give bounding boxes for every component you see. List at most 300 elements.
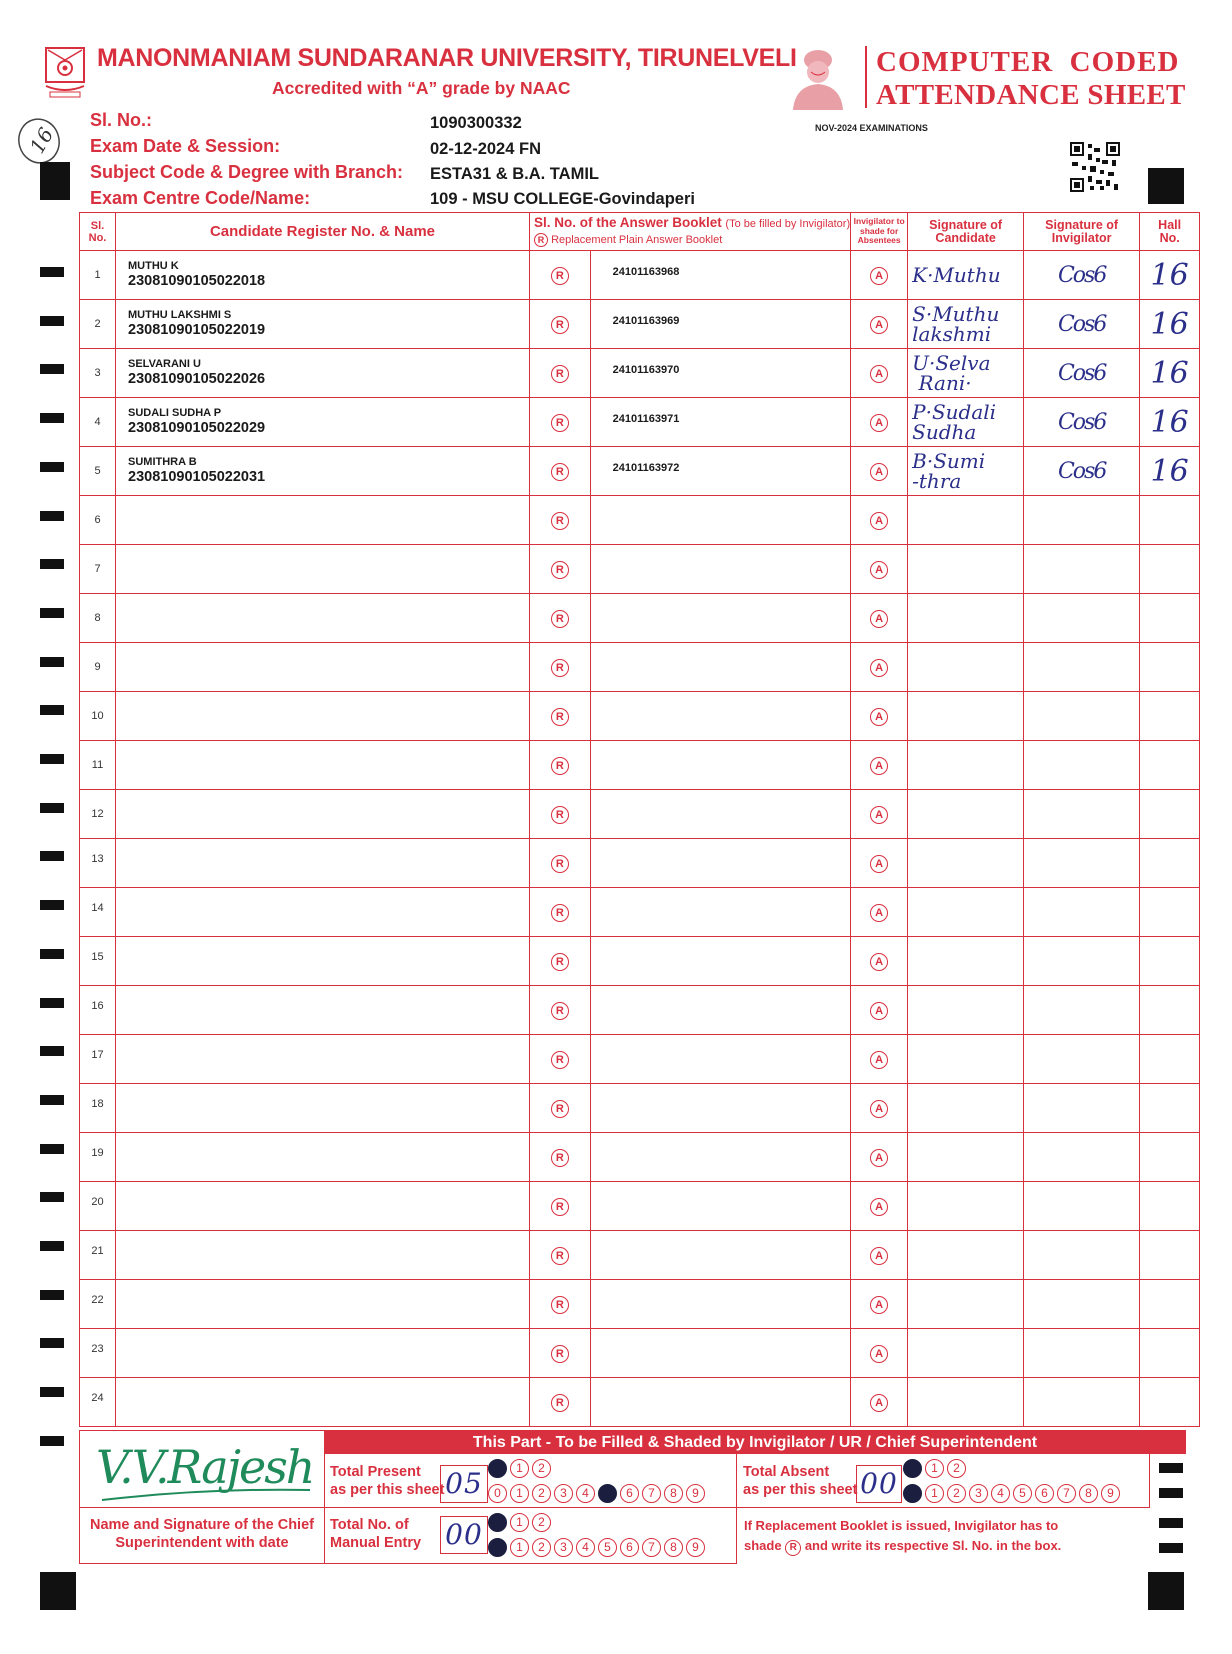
timing-mark bbox=[40, 754, 64, 764]
candidate-cell bbox=[116, 741, 530, 790]
timing-mark bbox=[40, 1387, 64, 1397]
candidate-signature[interactable] bbox=[908, 1378, 1024, 1427]
absent-units-digit-bubble[interactable]: 3 bbox=[969, 1484, 988, 1503]
manual-units-digit-bubble[interactable]: 1 bbox=[510, 1538, 529, 1557]
absent-bubble[interactable]: A bbox=[870, 855, 888, 873]
footer-banner: This Part - To be Filled & Shaded by Invigilator / UR / Chief Superintendent bbox=[324, 1431, 1186, 1454]
timing-mark bbox=[40, 267, 64, 277]
invigilator-signature[interactable] bbox=[1024, 1084, 1140, 1133]
replacement-bubble[interactable]: R bbox=[551, 561, 569, 579]
absent-tens-digit-bubble[interactable]: 2 bbox=[947, 1459, 966, 1478]
hall-no-header: Hall No. bbox=[1140, 213, 1200, 251]
absent-cell bbox=[851, 496, 908, 545]
present-units-digit-bubble[interactable]: 4 bbox=[576, 1484, 595, 1503]
table-row bbox=[80, 447, 1200, 496]
absent-bubble[interactable]: A bbox=[870, 904, 888, 922]
manual-tens-digit-bubble[interactable]: 0 bbox=[488, 1513, 507, 1532]
invigilator-signature[interactable] bbox=[1024, 986, 1140, 1035]
candidate-signature[interactable] bbox=[908, 643, 1024, 692]
replacement-bubble[interactable]: R bbox=[551, 904, 569, 922]
invigilator-signature[interactable]: Cos6 bbox=[1024, 300, 1140, 349]
absent-bubble[interactable]: A bbox=[870, 1100, 888, 1118]
candidate-signature[interactable]: U·Selva Rani· bbox=[908, 349, 1024, 398]
invigilator-signature[interactable]: Cos6 bbox=[1024, 251, 1140, 300]
booklet-cell bbox=[590, 1035, 850, 1084]
present-units-digit-bubble[interactable]: 1 bbox=[510, 1484, 529, 1503]
candidate-cell bbox=[116, 1133, 530, 1182]
replacement-cell bbox=[530, 888, 591, 937]
absent-bubble[interactable]: A bbox=[870, 1394, 888, 1412]
register-number: 23081090105022026 bbox=[128, 371, 266, 387]
hall-number[interactable] bbox=[1140, 839, 1200, 888]
absent-bubble[interactable]: A bbox=[870, 1149, 888, 1167]
absent-bubble[interactable]: A bbox=[870, 316, 888, 334]
candidate-cell bbox=[116, 790, 530, 839]
invigilator-signature[interactable] bbox=[1024, 1035, 1140, 1084]
total-absent-value[interactable]: 00 bbox=[856, 1465, 902, 1503]
manual-tens-digit-bubble[interactable]: 2 bbox=[532, 1513, 551, 1532]
invigilator-signature[interactable] bbox=[1024, 1329, 1140, 1378]
candidate-signature[interactable] bbox=[908, 986, 1024, 1035]
booklet-cell bbox=[590, 398, 850, 447]
timing-mark bbox=[40, 998, 64, 1008]
hall-number[interactable] bbox=[1140, 692, 1200, 741]
invigilator-signature[interactable]: Cos6 bbox=[1024, 398, 1140, 447]
replacement-cell bbox=[530, 594, 591, 643]
replacement-bubble[interactable]: R bbox=[551, 1394, 569, 1412]
hall-number[interactable]: 16 bbox=[1140, 398, 1200, 447]
candidate-cell bbox=[116, 937, 530, 986]
cs-label: Name and Signature of the Chief Superintendent with date bbox=[90, 1517, 314, 1551]
hall-number[interactable] bbox=[1140, 594, 1200, 643]
candidate-signature[interactable] bbox=[908, 1035, 1024, 1084]
table-row bbox=[80, 1182, 1200, 1231]
timing-mark bbox=[40, 1192, 64, 1202]
total-present-value[interactable]: 05 bbox=[440, 1465, 488, 1503]
candidate-signature[interactable]: P·Sudali Sudha bbox=[908, 398, 1024, 447]
absent-units-digit-bubble[interactable]: 4 bbox=[991, 1484, 1010, 1503]
table-row bbox=[80, 1378, 1200, 1427]
candidate-cell bbox=[116, 839, 530, 888]
absent-bubble[interactable]: A bbox=[870, 708, 888, 726]
absent-bubble[interactable]: A bbox=[870, 1051, 888, 1069]
absent-units-digit-bubble[interactable]: 6 bbox=[1035, 1484, 1054, 1503]
absent-bubble[interactable]: A bbox=[870, 806, 888, 824]
register-number: 23081090105022018 bbox=[128, 273, 266, 289]
qr-code-icon bbox=[1070, 142, 1120, 192]
booklet-cell bbox=[590, 643, 850, 692]
invigilator-signature[interactable] bbox=[1024, 839, 1140, 888]
table-row bbox=[80, 986, 1200, 1035]
replacement-cell bbox=[530, 790, 591, 839]
sl-no-header: Sl. No. bbox=[80, 213, 116, 251]
replacement-bubble[interactable]: R bbox=[551, 1247, 569, 1265]
hall-number[interactable] bbox=[1140, 741, 1200, 790]
table-row bbox=[80, 251, 1200, 300]
hall-number[interactable] bbox=[1140, 937, 1200, 986]
register-number: 23081090105022019 bbox=[128, 322, 266, 338]
replacement-bubble[interactable]: R bbox=[551, 267, 569, 285]
founder-portrait-icon bbox=[785, 44, 851, 110]
candidate-cell bbox=[116, 1378, 530, 1427]
replacement-bubble[interactable]: R bbox=[551, 365, 569, 383]
absent-bubble[interactable]: A bbox=[870, 1002, 888, 1020]
hall-number[interactable] bbox=[1140, 1329, 1200, 1378]
booklet-cell bbox=[590, 1231, 850, 1280]
absentees-header: Invigilator to shade for Absentees bbox=[851, 213, 908, 251]
table-row bbox=[80, 790, 1200, 839]
row-sl-no: 16 bbox=[80, 986, 116, 1035]
booklet-header: Sl. No. of the Answer Booklet (To be filled by Invigilator) R Replacement Plain Answer Booklet bbox=[530, 213, 851, 251]
row-sl-no: 4 bbox=[80, 398, 116, 447]
invigilator-signature[interactable] bbox=[1024, 1280, 1140, 1329]
row-sl-no: 13 bbox=[80, 839, 116, 888]
absent-tens-digit-bubble[interactable]: 0 bbox=[903, 1459, 922, 1478]
candidate-signature[interactable] bbox=[908, 1280, 1024, 1329]
table-row bbox=[80, 888, 1200, 937]
candidate-signature[interactable]: B·Sumi -thra bbox=[908, 447, 1024, 496]
absent-bubble[interactable]: A bbox=[870, 512, 888, 530]
manual-units-digit-bubble[interactable]: 6 bbox=[620, 1538, 639, 1557]
absent-bubble[interactable]: A bbox=[870, 1198, 888, 1216]
table-row bbox=[80, 300, 1200, 349]
manual-units-digit-bubble[interactable]: 4 bbox=[576, 1538, 595, 1557]
row-sl-no: 14 bbox=[80, 888, 116, 937]
row-sl-no: 11 bbox=[80, 741, 116, 790]
candidate-signature[interactable] bbox=[908, 888, 1024, 937]
timing-mark bbox=[40, 900, 64, 910]
replacement-bubble[interactable]: R bbox=[551, 1296, 569, 1314]
table-row bbox=[80, 1231, 1200, 1280]
booklet-cell bbox=[590, 447, 850, 496]
candidate-cell bbox=[116, 1084, 530, 1133]
present-units-digit-bubble[interactable]: 3 bbox=[554, 1484, 573, 1503]
replacement-cell bbox=[530, 692, 591, 741]
absent-cell bbox=[851, 1035, 908, 1084]
university-emblem-icon bbox=[44, 46, 86, 100]
present-tens-digit-bubble[interactable]: 1 bbox=[510, 1459, 529, 1478]
booklet-cell bbox=[590, 790, 850, 839]
candidate-signature[interactable] bbox=[908, 839, 1024, 888]
absent-bubble[interactable]: A bbox=[870, 414, 888, 432]
replacement-bubble[interactable]: R bbox=[551, 757, 569, 775]
invigilator-signature[interactable] bbox=[1024, 643, 1140, 692]
manual-units-digit-bubble[interactable]: 0 bbox=[488, 1538, 507, 1557]
candidate-cell bbox=[116, 986, 530, 1035]
absent-bubble[interactable]: A bbox=[870, 561, 888, 579]
table-row bbox=[80, 692, 1200, 741]
timing-mark bbox=[40, 559, 64, 569]
booklet-cell bbox=[590, 1084, 850, 1133]
hall-number[interactable] bbox=[1140, 643, 1200, 692]
total-absent-label: Total Absent as per this sheet bbox=[743, 1464, 858, 1498]
present-units-digit-bubble[interactable]: 7 bbox=[642, 1484, 661, 1503]
invigilator-signature[interactable] bbox=[1024, 496, 1140, 545]
present-units-digit-bubble[interactable]: 6 bbox=[620, 1484, 639, 1503]
replacement-bubble[interactable]: R bbox=[551, 659, 569, 677]
replacement-cell bbox=[530, 643, 591, 692]
replacement-bubble[interactable]: R bbox=[551, 1002, 569, 1020]
replacement-bubble[interactable]: R bbox=[551, 1198, 569, 1216]
invigilator-signature[interactable] bbox=[1024, 545, 1140, 594]
present-tens-digit-bubble[interactable]: 0 bbox=[488, 1459, 507, 1478]
timing-mark bbox=[40, 413, 64, 423]
invigilator-signature[interactable] bbox=[1024, 790, 1140, 839]
absent-bubble[interactable]: A bbox=[870, 757, 888, 775]
candidate-signature[interactable] bbox=[908, 1084, 1024, 1133]
hall-number[interactable] bbox=[1140, 1378, 1200, 1427]
hall-number[interactable] bbox=[1140, 1231, 1200, 1280]
candidate-cell bbox=[116, 300, 530, 349]
booklet-number: 24101163972 bbox=[612, 462, 680, 474]
absent-bubble[interactable]: A bbox=[870, 365, 888, 383]
sl-no-label: Sl. No.: bbox=[90, 110, 152, 130]
row-sl-no: 3 bbox=[80, 349, 116, 398]
booklet-cell bbox=[590, 545, 850, 594]
candidate-name: SUMITHRA B bbox=[128, 456, 197, 468]
replacement-bubble[interactable]: R bbox=[551, 610, 569, 628]
table-row bbox=[80, 937, 1200, 986]
booklet-cell bbox=[590, 251, 850, 300]
hall-number[interactable]: 16 bbox=[1140, 300, 1200, 349]
replacement-bubble[interactable]: R bbox=[551, 708, 569, 726]
present-units-bubbles bbox=[488, 1484, 705, 1503]
invigilator-signature[interactable] bbox=[1024, 888, 1140, 937]
manual-units-digit-bubble[interactable]: 5 bbox=[598, 1538, 617, 1557]
replacement-cell bbox=[530, 839, 591, 888]
present-units-digit-bubble[interactable]: 8 bbox=[664, 1484, 683, 1503]
replacement-bubble[interactable]: R bbox=[551, 512, 569, 530]
replacement-bubble[interactable]: R bbox=[551, 953, 569, 971]
absent-cell bbox=[851, 1378, 908, 1427]
hall-number[interactable] bbox=[1140, 1133, 1200, 1182]
absent-units-digit-bubble[interactable]: 5 bbox=[1013, 1484, 1032, 1503]
hall-number[interactable]: 16 bbox=[1140, 251, 1200, 300]
table-row bbox=[80, 398, 1200, 447]
timing-mark bbox=[40, 1436, 64, 1446]
manual-tens-bubbles bbox=[488, 1513, 551, 1532]
row-sl-no: 19 bbox=[80, 1133, 116, 1182]
timing-mark bbox=[40, 1241, 64, 1251]
booklet-number: 24101163971 bbox=[612, 413, 680, 425]
replacement-cell bbox=[530, 741, 591, 790]
hall-number[interactable] bbox=[1140, 986, 1200, 1035]
replacement-cell bbox=[530, 1133, 591, 1182]
candidate-cell bbox=[116, 496, 530, 545]
absent-units-digit-bubble[interactable]: 8 bbox=[1079, 1484, 1098, 1503]
replacement-cell bbox=[530, 349, 591, 398]
timing-mark bbox=[40, 657, 64, 667]
replacement-bubble[interactable]: R bbox=[551, 806, 569, 824]
present-units-digit-bubble[interactable]: 2 bbox=[532, 1484, 551, 1503]
row-sl-no: 21 bbox=[80, 1231, 116, 1280]
replacement-bubble[interactable]: R bbox=[551, 855, 569, 873]
candidate-signature[interactable] bbox=[908, 1182, 1024, 1231]
hall-number[interactable] bbox=[1140, 1035, 1200, 1084]
candidate-signature[interactable] bbox=[908, 937, 1024, 986]
invigilator-signature-header: Signature of Invigilator bbox=[1024, 213, 1140, 251]
absent-tens-digit-bubble[interactable]: 1 bbox=[925, 1459, 944, 1478]
manual-units-digit-bubble[interactable]: 2 bbox=[532, 1538, 551, 1557]
present-units-digit-bubble[interactable]: 9 bbox=[686, 1484, 705, 1503]
candidate-cell bbox=[116, 643, 530, 692]
table-row bbox=[80, 643, 1200, 692]
manual-units-digit-bubble[interactable]: 8 bbox=[664, 1538, 683, 1557]
booklet-number: 24101163968 bbox=[612, 266, 680, 278]
replacement-cell bbox=[530, 986, 591, 1035]
replacement-note: If Replacement Booklet is issued, Invigilator has to shade R and write its respective Sl. No. in the box. bbox=[744, 1516, 1061, 1556]
table-row bbox=[80, 1280, 1200, 1329]
table-header-row bbox=[80, 213, 1200, 251]
candidate-signature[interactable] bbox=[908, 1231, 1024, 1280]
booklet-number: 24101163970 bbox=[612, 364, 680, 376]
candidate-name: MUTHU LAKSHMI S bbox=[128, 309, 232, 321]
absent-cell bbox=[851, 398, 908, 447]
booklet-cell bbox=[590, 594, 850, 643]
hall-number[interactable] bbox=[1140, 1280, 1200, 1329]
present-tens-digit-bubble[interactable]: 2 bbox=[532, 1459, 551, 1478]
absent-bubble[interactable]: A bbox=[870, 463, 888, 481]
candidate-signature[interactable] bbox=[908, 594, 1024, 643]
manual-units-digit-bubble[interactable]: 3 bbox=[554, 1538, 573, 1557]
manual-tens-digit-bubble[interactable]: 1 bbox=[510, 1513, 529, 1532]
candidate-cell bbox=[116, 447, 530, 496]
absent-bubble[interactable]: A bbox=[870, 1345, 888, 1363]
invigilator-signature[interactable]: Cos6 bbox=[1024, 447, 1140, 496]
absent-tens-bubbles bbox=[903, 1459, 966, 1478]
replacement-bubble[interactable]: R bbox=[551, 414, 569, 432]
manual-units-digit-bubble[interactable]: 7 bbox=[642, 1538, 661, 1557]
absent-units-digit-bubble[interactable]: 9 bbox=[1101, 1484, 1120, 1503]
absent-units-digit-bubble[interactable]: 2 bbox=[947, 1484, 966, 1503]
invigilator-signature[interactable] bbox=[1024, 594, 1140, 643]
timing-mark bbox=[40, 1046, 64, 1056]
absent-bubble[interactable]: A bbox=[870, 659, 888, 677]
candidate-signature[interactable] bbox=[908, 1133, 1024, 1182]
candidate-cell bbox=[116, 1329, 530, 1378]
table-row bbox=[80, 594, 1200, 643]
table-row bbox=[80, 1035, 1200, 1084]
absent-bubble[interactable]: A bbox=[870, 953, 888, 971]
registration-mark bbox=[40, 1572, 76, 1610]
hall-number[interactable] bbox=[1140, 790, 1200, 839]
replacement-bubble[interactable]: R bbox=[551, 1051, 569, 1069]
absent-units-digit-bubble[interactable]: 0 bbox=[903, 1484, 922, 1503]
replacement-bubble[interactable]: R bbox=[551, 1100, 569, 1118]
hall-number[interactable] bbox=[1140, 1182, 1200, 1231]
invigilator-signature[interactable] bbox=[1024, 937, 1140, 986]
timing-mark bbox=[40, 608, 64, 618]
absent-units-digit-bubble[interactable]: 7 bbox=[1057, 1484, 1076, 1503]
replacement-bubble[interactable]: R bbox=[551, 316, 569, 334]
replacement-bubble[interactable]: R bbox=[551, 463, 569, 481]
header-divider bbox=[865, 46, 867, 108]
hall-number[interactable]: 16 bbox=[1140, 349, 1200, 398]
absent-cell bbox=[851, 839, 908, 888]
candidate-signature[interactable]: S·Muthu lakshmi bbox=[908, 300, 1024, 349]
candidate-signature[interactable] bbox=[908, 545, 1024, 594]
invigilator-signature[interactable]: Cos6 bbox=[1024, 349, 1140, 398]
timing-mark bbox=[40, 803, 64, 813]
hall-number[interactable] bbox=[1140, 545, 1200, 594]
registration-mark bbox=[1148, 168, 1184, 204]
replacement-cell bbox=[530, 1329, 591, 1378]
hall-number[interactable] bbox=[1140, 888, 1200, 937]
absent-cell bbox=[851, 349, 908, 398]
absent-cell bbox=[851, 594, 908, 643]
absent-bubble[interactable]: A bbox=[870, 1296, 888, 1314]
register-number: 23081090105022029 bbox=[128, 420, 266, 436]
timing-mark bbox=[40, 511, 64, 521]
candidate-signature[interactable] bbox=[908, 1329, 1024, 1378]
booklet-cell bbox=[590, 1182, 850, 1231]
candidate-signature-header: Signature of Candidate bbox=[908, 213, 1024, 251]
absent-cell bbox=[851, 1280, 908, 1329]
invigilator-signature[interactable] bbox=[1024, 1133, 1140, 1182]
replacement-cell bbox=[530, 496, 591, 545]
circled-hall-number: 16 bbox=[24, 123, 59, 158]
candidate-signature[interactable] bbox=[908, 692, 1024, 741]
timing-mark bbox=[40, 316, 64, 326]
candidate-cell bbox=[116, 1182, 530, 1231]
candidate-cell bbox=[116, 594, 530, 643]
row-sl-no: 10 bbox=[80, 692, 116, 741]
hall-number[interactable]: 16 bbox=[1140, 447, 1200, 496]
invigilator-signature[interactable] bbox=[1024, 1231, 1140, 1280]
candidate-signature[interactable]: K·Muthu bbox=[908, 251, 1024, 300]
candidate-cell bbox=[116, 398, 530, 447]
invigilator-signature[interactable] bbox=[1024, 1378, 1140, 1427]
replacement-cell bbox=[530, 1280, 591, 1329]
absent-bubble[interactable]: A bbox=[870, 610, 888, 628]
absent-units-digit-bubble[interactable]: 1 bbox=[925, 1484, 944, 1503]
replacement-bubble[interactable]: R bbox=[551, 1149, 569, 1167]
table-row bbox=[80, 1133, 1200, 1182]
row-sl-no: 15 bbox=[80, 937, 116, 986]
absent-cell bbox=[851, 1133, 908, 1182]
candidate-signature[interactable] bbox=[908, 790, 1024, 839]
timing-mark bbox=[40, 462, 64, 472]
present-tens-bubbles bbox=[488, 1459, 551, 1478]
hall-number[interactable] bbox=[1140, 1084, 1200, 1133]
row-sl-no: 18 bbox=[80, 1084, 116, 1133]
present-units-digit-bubble[interactable]: 0 bbox=[488, 1484, 507, 1503]
subject-value: ESTA31 & B.A. TAMIL bbox=[430, 165, 599, 183]
replacement-cell bbox=[530, 300, 591, 349]
invigilator-signature[interactable] bbox=[1024, 692, 1140, 741]
candidate-signature[interactable] bbox=[908, 496, 1024, 545]
replacement-cell bbox=[530, 398, 591, 447]
booklet-number: 24101163969 bbox=[612, 315, 680, 327]
candidate-signature[interactable] bbox=[908, 741, 1024, 790]
manual-units-digit-bubble[interactable]: 9 bbox=[686, 1538, 705, 1557]
candidate-name: SUDALI SUDHA P bbox=[128, 407, 222, 419]
candidate-header: Candidate Register No. & Name bbox=[116, 213, 530, 251]
timing-mark bbox=[40, 1338, 64, 1348]
absent-bubble[interactable]: A bbox=[870, 1247, 888, 1265]
present-units-digit-bubble[interactable]: 5 bbox=[598, 1484, 617, 1503]
hall-number[interactable] bbox=[1140, 496, 1200, 545]
booklet-cell bbox=[590, 300, 850, 349]
invigilator-signature[interactable] bbox=[1024, 741, 1140, 790]
registration-mark bbox=[1148, 1572, 1184, 1610]
invigilator-signature[interactable] bbox=[1024, 1182, 1140, 1231]
booklet-cell bbox=[590, 349, 850, 398]
absent-bubble[interactable]: A bbox=[870, 267, 888, 285]
replacement-bubble[interactable]: R bbox=[551, 1345, 569, 1363]
manual-entry-value[interactable]: 00 bbox=[440, 1516, 488, 1554]
manual-entry-label: Total No. of Manual Entry bbox=[330, 1517, 422, 1551]
